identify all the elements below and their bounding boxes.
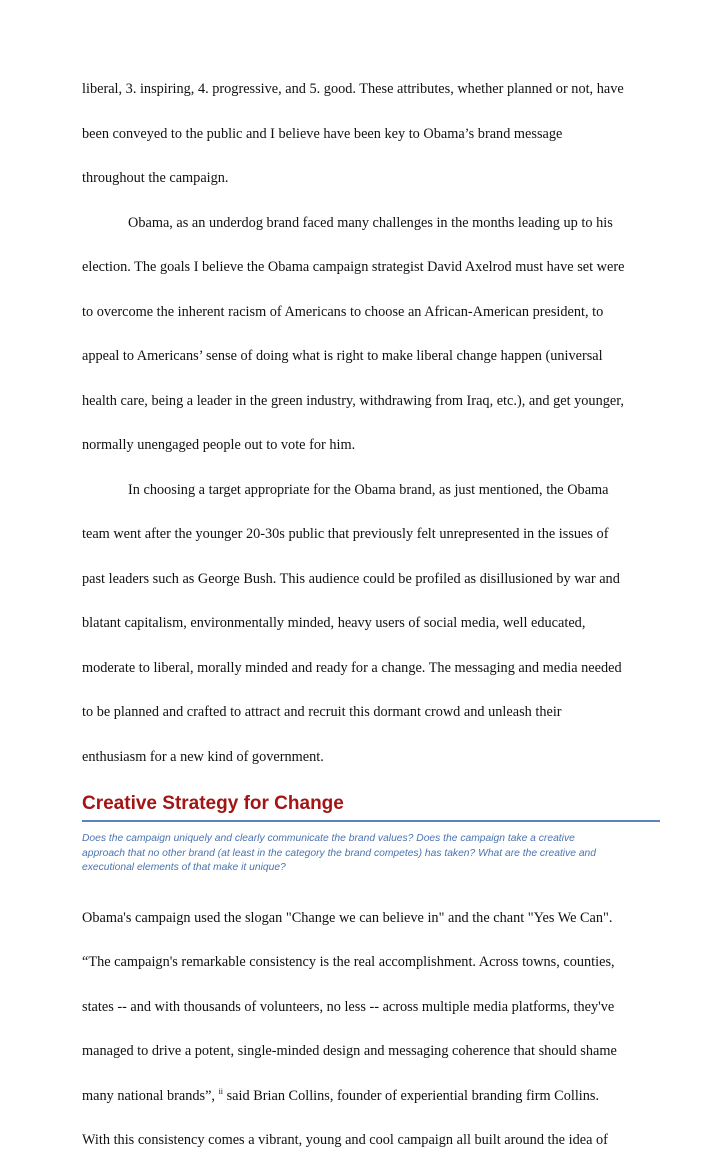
text-line: team went after the younger 20-30s public that previously felt unrepresented in the issues of: [82, 526, 609, 542]
text-line: throughout the campaign.: [82, 170, 229, 186]
text-line: liberal, 3. inspiring, 4. progressive, and 5. good. These attributes, whether planned or not, have: [82, 81, 624, 97]
text-line: managed to drive a potent, single-minded design and messaging coherence that should shame: [82, 1043, 617, 1059]
paragraph-attributes: [82, 80, 647, 188]
text-line: Obama, as an underdog brand faced many challenges in the months leading up to his: [128, 214, 613, 231]
text-line: election. The goals I believe the Obama campaign strategist David Axelrod must have set were: [82, 259, 625, 275]
section-creative-strategy: [82, 792, 660, 876]
text-line: moderate to liberal, morally minded and ready for a change. The messaging and media needed: [82, 659, 622, 676]
text-line: “The campaign's remarkable consistency is the real accomplishment. Across towns, counties,: [82, 954, 615, 970]
text-segment: many national brands”,: [82, 1087, 219, 1104]
text-line: enthusiasm for a new kind of government.: [82, 748, 324, 765]
prompt-line: approach that no other brand (at least in the category the brand competes) has taken? What are the creative and: [82, 847, 597, 859]
section-prompt: [82, 832, 660, 876]
prompt-line: Does the campaign uniquely and clearly communicate the brand values? Does the campaign take a creative: [82, 833, 575, 844]
text-line: With this consistency comes a vibrant, young and cool campaign all built around the idea of: [82, 1132, 608, 1148]
text-line: been conveyed to the public and I believe have been key to Obama’s brand message: [82, 125, 563, 142]
paragraph-campaign-slogan: [82, 909, 647, 1151]
paragraph-challenges: [82, 214, 647, 456]
text-line: past leaders such as George Bush. This audience could be profiled as disillusioned by war and: [82, 570, 620, 587]
text-line: appeal to Americans’ sense of doing what is right to make liberal change happen (universal: [82, 348, 603, 364]
footnote-marker[interactable]: ii: [218, 1086, 224, 1096]
text-line: to overcome the inherent racism of Americans to choose an African-American president, to: [82, 303, 604, 320]
section-heading: Creative Strategy for Change: [82, 792, 660, 822]
text-line: In choosing a target appropriate for the Obama brand, as just mentioned, the Obama: [128, 481, 609, 498]
text-line: normally unengaged people out to vote for him.: [82, 437, 356, 453]
document-page: [82, 80, 647, 1176]
text-line: Obama's campaign used the slogan "Change we can believe in" and the chant "Yes We Can".: [82, 909, 613, 926]
text-line: health care, being a leader in the green industry, withdrawing from Iraq, etc.), and get younger,: [82, 392, 624, 409]
paragraph-target-audience: [82, 481, 647, 767]
text-segment: said Brian Collins, founder of experiential branding firm Collins.: [223, 1087, 600, 1104]
text-line: blatant capitalism, environmentally minded, heavy users of social media, well educated,: [82, 615, 586, 631]
prompt-line: executional elements of that make it unique?: [82, 862, 286, 873]
text-line: [82, 1087, 647, 1106]
text-line: states -- and with thousands of volunteers, no less -- across multiple media platforms, they've: [82, 998, 615, 1015]
text-line: to be planned and crafted to attract and recruit this dormant crowd and unleash their: [82, 704, 562, 720]
